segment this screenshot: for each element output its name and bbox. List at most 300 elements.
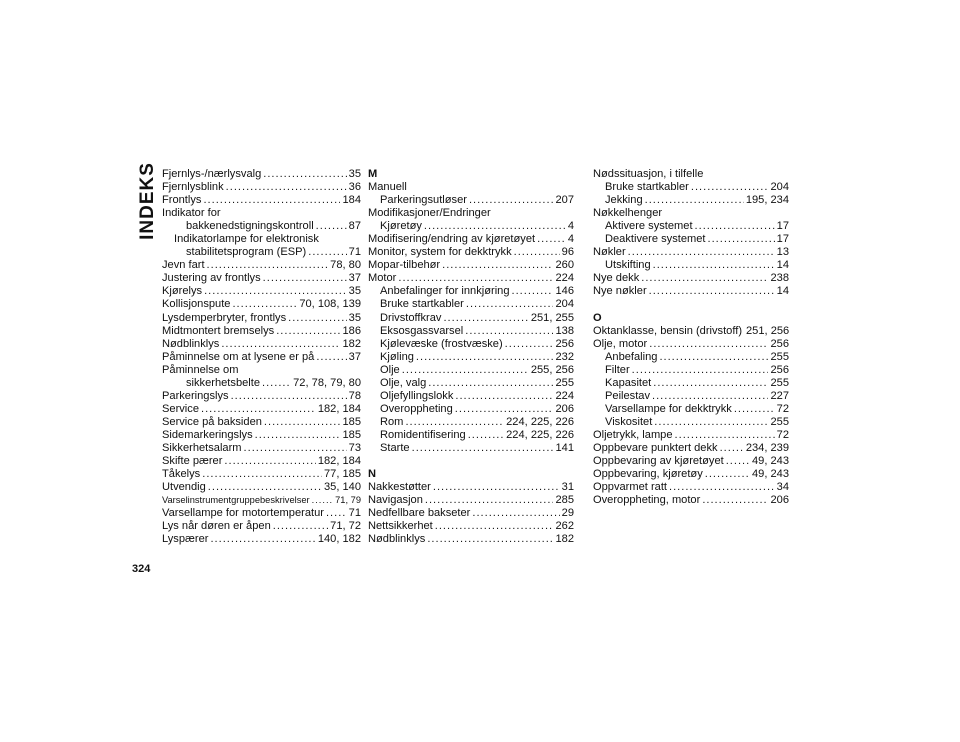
index-entry — [593, 429, 789, 442]
index-entry-pages: 195, 234 — [745, 194, 789, 207]
index-entry — [368, 325, 574, 338]
index-entry-pages: 140, 182 — [317, 533, 361, 546]
index-entry — [162, 181, 361, 194]
index-entry-pages: 185 — [342, 428, 361, 441]
index-entry-term: Frontlys — [162, 194, 202, 207]
index-entry — [593, 364, 789, 377]
dot-leader — [653, 259, 775, 272]
dot-leader — [288, 312, 347, 325]
index-entry — [162, 325, 361, 338]
index-entry — [162, 494, 361, 507]
index-entry-pages: 185 — [342, 415, 361, 428]
index-entry-pages: 255 — [770, 376, 789, 389]
index-entry-term: Indikatorlampe for elektronisk — [174, 233, 319, 246]
index-entry-pages: 72 — [776, 402, 789, 415]
index-entry — [593, 272, 789, 285]
index-entry — [162, 168, 361, 181]
index-entry-term: Nye nøkler — [593, 285, 647, 298]
index-entry — [162, 403, 361, 416]
index-entry-term: Drivstoffkrav — [380, 311, 442, 324]
index-entry-pages: 224, 225, 226 — [506, 428, 574, 441]
index-entry-term: Overoppheting, motor — [593, 494, 701, 507]
index-entry-pages: 256 — [770, 337, 789, 350]
index-entry — [593, 481, 789, 494]
index-entry-pages: 251, 255 — [530, 311, 574, 324]
index-entry — [368, 259, 574, 272]
index-entry-term: Motor — [368, 272, 397, 285]
index-entry-term: Olje, valg — [380, 376, 427, 389]
index-entry-pages: 14 — [776, 285, 789, 298]
index-entry — [368, 220, 574, 233]
dot-leader — [276, 325, 340, 338]
dot-leader — [428, 377, 553, 390]
index-entry-pages: 260 — [555, 259, 574, 272]
index-entry-pages: 224 — [555, 389, 574, 402]
index-entry — [162, 481, 361, 494]
dot-leader — [204, 285, 347, 298]
index-entry-term: Jevn fart — [162, 259, 205, 272]
index-entry-term: Kjøling — [380, 350, 414, 363]
index-entry-term: Modifikasjoner/Endringer — [368, 207, 491, 220]
index-entry-pages: 78 — [348, 389, 361, 402]
index-entry-pages: 255 — [770, 350, 789, 363]
index-entry-pages: 206 — [555, 402, 574, 415]
index-entry — [368, 429, 574, 442]
index-entry — [593, 325, 789, 338]
index-entry — [162, 298, 361, 311]
dot-leader — [443, 312, 528, 325]
index-entry-pages: 138 — [555, 324, 574, 337]
index-entry-term: Skifte pærer — [162, 455, 223, 468]
index-entry-pages: 35, 140 — [323, 481, 361, 494]
index-entry — [162, 507, 361, 520]
dot-leader — [201, 403, 316, 416]
index-entry — [368, 377, 574, 390]
dot-leader — [469, 194, 554, 207]
index-entry-term: Mopar-tilbehør — [368, 259, 441, 272]
dot-leader — [224, 455, 315, 468]
index-entry-term: Nakkestøtter — [368, 481, 431, 494]
index-entry-term: Nøkler — [593, 246, 626, 259]
dot-leader — [402, 364, 529, 377]
dot-leader — [264, 416, 341, 429]
index-entry-pages: 234, 239 — [745, 441, 789, 454]
index-entry-pages: 255 — [555, 376, 574, 389]
index-entry-term: Oppbevaring, kjøretøy — [593, 468, 703, 481]
index-entry-pages: 182, 184 — [317, 402, 361, 415]
index-entry-term: Påminnelse om at lysene er på — [162, 350, 315, 363]
dot-leader — [442, 259, 553, 272]
index-entry-pages: 227 — [770, 389, 789, 402]
index-entry — [162, 468, 361, 481]
dot-leader — [312, 494, 334, 507]
index-entry-term: Kjøretøy — [380, 220, 422, 233]
index-entry-term: Filter — [605, 363, 630, 376]
spacer — [368, 455, 574, 468]
dot-leader — [649, 338, 768, 351]
index-entry-term: Lysdemperbryter, frontlys — [162, 311, 287, 324]
index-entry-term: Deaktivere systemet — [605, 233, 706, 246]
index-entry-pages: 204 — [770, 181, 789, 194]
index-entry-term: Anbefaling — [605, 350, 658, 363]
index-entry — [368, 246, 574, 259]
index-entry-pages: 182 — [555, 533, 574, 546]
dot-leader — [465, 325, 553, 338]
dot-leader — [203, 194, 340, 207]
dot-leader — [708, 233, 775, 246]
index-entry-pages: 78, 80 — [330, 259, 361, 272]
index-entry — [162, 272, 361, 285]
index-entry-pages: 182, 184 — [317, 455, 361, 468]
index-entry-pages: 71 — [348, 507, 361, 520]
index-entry-term: bakkenedstigningskontroll — [186, 220, 314, 233]
index-entry — [368, 520, 574, 533]
index-entry-pages: 72 — [776, 428, 789, 441]
index-entry-pages: 31 — [561, 481, 574, 494]
index-entry-term: Justering av frontlys — [162, 272, 261, 285]
dot-leader — [455, 390, 553, 403]
index-entry-term: Bruke startkabler — [605, 181, 689, 194]
index-entry — [162, 442, 361, 455]
index-entry — [162, 520, 361, 533]
dot-leader — [435, 520, 554, 533]
index-entry-term: Oppbevaring av kjøretøyet — [593, 455, 724, 468]
index-entry-pages: 146 — [555, 285, 574, 298]
dot-leader — [210, 533, 315, 546]
index-entry-term: Utskifting — [605, 259, 651, 272]
index-entry-pages: 4 — [567, 220, 574, 233]
index-entry — [368, 494, 574, 507]
index-entry-term: Utvendig — [162, 481, 206, 494]
index-entry — [593, 390, 789, 403]
dot-leader — [702, 494, 768, 507]
index-entry — [162, 259, 361, 272]
index-entry-term: Oppvarmet ratt — [593, 481, 667, 494]
index-entry-pages: 204 — [555, 298, 574, 311]
index-entry-pages: 141 — [555, 441, 574, 454]
dot-leader — [695, 220, 775, 233]
dot-leader — [649, 285, 775, 298]
index-entry — [593, 194, 789, 207]
index-entry-term: Oljetrykk, lampe — [593, 428, 673, 441]
index-entry — [593, 181, 789, 194]
dot-leader — [514, 246, 560, 259]
index-entry-pages: 73 — [348, 441, 361, 454]
dot-leader — [468, 429, 504, 442]
index-entry-pages: 36 — [348, 181, 361, 194]
index-letter-heading: O — [593, 311, 602, 324]
dot-leader — [262, 377, 291, 390]
dot-leader — [505, 338, 554, 351]
index-entry-term: Varsellampe for motortemperatur — [162, 507, 324, 520]
index-entry-term: Monitor, system for dekktrykk — [368, 246, 512, 259]
index-entry-term: Fjernlys-/nærlysvalg — [162, 168, 262, 180]
index-entry — [368, 272, 574, 285]
page-number: 324 — [132, 563, 151, 575]
index-entry-term: Nødssituasjon, i tilfelle — [593, 168, 704, 180]
dot-leader — [263, 272, 347, 285]
index-entry — [593, 285, 789, 298]
index-entry-term: Eksosgassvarsel — [380, 324, 464, 337]
index-entry-term: Oppbevare punktert dekk — [593, 441, 718, 454]
index-entry-term: Parkeringslys — [162, 389, 229, 402]
index-entry-pages: 17 — [776, 220, 789, 233]
spacer — [593, 298, 789, 311]
dot-leader — [734, 403, 775, 416]
index-entry — [593, 338, 789, 351]
index-entry-term: Midtmontert bremselys — [162, 324, 275, 337]
dot-leader — [412, 442, 554, 455]
index-entry — [162, 220, 361, 233]
index-entry — [368, 507, 574, 520]
dot-leader — [244, 442, 347, 455]
index-entry — [593, 207, 789, 220]
dot-leader — [424, 220, 566, 233]
index-entry-term: Nødblinklys — [368, 533, 426, 546]
index-entry — [593, 259, 789, 272]
index-entry-term: Sidemarkeringslys — [162, 428, 253, 441]
index-entry-term: Aktivere systemet — [605, 220, 693, 233]
index-entry-term: sikkerhetsbelte — [186, 376, 260, 389]
index-entry-term: Service på baksiden — [162, 415, 262, 428]
index-entry — [162, 351, 361, 364]
index-entry — [368, 233, 574, 246]
index-entry-pages: 49, 243 — [751, 455, 789, 468]
index-column-1 — [162, 168, 361, 546]
index-entry-pages: 285 — [555, 494, 574, 507]
index-entry-term: Rom — [380, 415, 404, 428]
index-entry — [162, 194, 361, 207]
index-entry — [368, 403, 574, 416]
index-entry-pages: 71, 79 — [335, 495, 361, 506]
dot-leader — [425, 494, 554, 507]
dot-leader — [316, 351, 346, 364]
index-entry — [162, 233, 361, 246]
dot-leader — [326, 507, 347, 520]
dot-leader — [231, 390, 347, 403]
dot-leader — [720, 442, 744, 455]
dot-leader — [632, 364, 769, 377]
index-entry-term: Peilestav — [605, 389, 651, 402]
index-entry-term: Viskositet — [605, 415, 653, 428]
index-entry-term: Romidentifisering — [380, 428, 466, 441]
index-entry — [593, 442, 789, 455]
index-entry-pages: 4 — [567, 233, 574, 246]
index-entry — [368, 390, 574, 403]
index-entry-pages: 14 — [776, 259, 789, 272]
index-entry-term: Oljefyllingslokk — [380, 389, 454, 402]
dot-leader — [472, 507, 559, 520]
index-entry — [162, 338, 361, 351]
index-letter-heading: N — [368, 468, 377, 481]
dot-leader — [405, 416, 504, 429]
index-entry — [368, 533, 574, 546]
index-entry-term: Manuell — [368, 181, 407, 194]
index-entry — [368, 338, 574, 351]
dot-leader — [512, 285, 554, 298]
index-entry — [593, 403, 789, 416]
index-entry-pages: 186 — [342, 324, 361, 337]
index-entry — [593, 494, 789, 507]
index-entry-pages: 17 — [776, 233, 789, 246]
index-entry-pages: 96 — [561, 246, 574, 259]
dot-leader — [641, 272, 768, 285]
dot-leader — [669, 481, 775, 494]
dot-leader — [652, 390, 768, 403]
index-entry-term: Sikkerhetsalarm — [162, 441, 242, 454]
index-entry — [162, 455, 361, 468]
dot-leader — [232, 298, 297, 311]
dot-leader — [645, 194, 744, 207]
index-entry-pages: 224 — [555, 272, 574, 285]
dot-leader — [207, 259, 329, 272]
index-entry-pages: 13 — [776, 246, 789, 259]
index-entry-pages: 35 — [348, 285, 361, 298]
index-entry — [162, 285, 361, 298]
index-entry-term: Kjørelys — [162, 285, 203, 298]
index-entry-pages: 207 — [555, 194, 574, 207]
index-entry — [162, 312, 361, 325]
dot-leader — [263, 168, 346, 181]
index-entry — [593, 351, 789, 364]
index-entry — [593, 377, 789, 390]
dot-leader — [208, 481, 322, 494]
index-entry-term: Kapasitet — [605, 376, 652, 389]
dot-leader — [273, 520, 328, 533]
index-entry — [593, 220, 789, 233]
index-entry — [368, 298, 574, 311]
index-entry-term: stabilitetsprogram (ESP) — [186, 246, 307, 259]
index-entry — [162, 246, 361, 259]
index-entry-term: Nødblinklys — [162, 337, 220, 350]
index-entry — [593, 233, 789, 246]
index-entry — [368, 351, 574, 364]
index-entry-pages: 251, 256 — [746, 324, 790, 337]
index-entry-term: Nøkkelhenger — [593, 207, 663, 220]
index-entry — [162, 390, 361, 403]
index-entry-pages: 87 — [348, 220, 361, 233]
index-entry — [368, 194, 574, 207]
index-entry-pages: 255 — [770, 415, 789, 428]
index-entry — [593, 455, 789, 468]
index-entry-term: Bruke startkabler — [380, 298, 464, 311]
index-entry-term: Olje — [380, 363, 400, 376]
dot-leader — [628, 246, 775, 259]
index-entry-pages: 182 — [342, 337, 361, 350]
index-entry — [368, 207, 574, 220]
index-entry-term: Olje, motor — [593, 337, 648, 350]
index-entry-pages: 70, 108, 139 — [299, 298, 361, 311]
index-entry-term: Overoppheting — [380, 402, 453, 415]
dot-leader — [433, 481, 560, 494]
index-entry-pages: 34 — [776, 481, 789, 494]
index-entry — [368, 416, 574, 429]
index-entry-term: Jekking — [605, 194, 643, 207]
index-entry-term: Lys når døren er åpen — [162, 520, 271, 533]
index-entry-term: Kjølevæske (frostvæske) — [380, 337, 503, 350]
index-entry — [162, 377, 361, 390]
index-entry-pages: 238 — [770, 272, 789, 285]
dot-leader — [308, 246, 346, 259]
index-entry-term: Service — [162, 402, 199, 415]
index-entry-term: Lyspærer — [162, 533, 209, 546]
index-entry — [162, 364, 361, 377]
dot-leader — [221, 338, 340, 351]
section-title-text: INDEKS — [137, 162, 158, 240]
dot-leader — [255, 429, 341, 442]
index-entry — [368, 181, 574, 194]
index-entry-pages: 262 — [555, 520, 574, 533]
index-column-3 — [593, 168, 789, 507]
index-entry — [593, 246, 789, 259]
dot-leader — [316, 220, 347, 233]
index-entry-pages: 255, 256 — [530, 363, 574, 376]
dot-leader — [659, 351, 768, 364]
dot-leader — [653, 377, 768, 390]
dot-leader — [537, 233, 566, 246]
index-entry-pages: 232 — [555, 350, 574, 363]
dot-leader — [466, 298, 554, 311]
index-entry-term: Påminnelse om — [162, 363, 239, 376]
index-entry-term: Nye dekk — [593, 272, 640, 285]
index-entry-term: Nettsikkerhet — [368, 520, 433, 533]
dot-leader — [398, 272, 553, 285]
dot-leader — [226, 181, 347, 194]
index-entry-pages: 37 — [348, 350, 361, 363]
index-entry-term: Nedfellbare bakseter — [368, 507, 471, 520]
index-entry-pages: 224, 225, 226 — [506, 415, 574, 428]
index-entry — [162, 429, 361, 442]
dot-leader — [691, 181, 769, 194]
index-entry-pages: 206 — [770, 494, 789, 507]
index-entry-term: Starte — [380, 441, 410, 454]
index-entry-pages: 37 — [348, 272, 361, 285]
index-entry-pages: 77, 185 — [323, 468, 361, 481]
index-entry-pages: 35 — [348, 168, 361, 180]
index-entry — [368, 442, 574, 455]
dot-leader — [427, 533, 553, 546]
index-entry-term: Oktanklasse, bensin (drivstoff) — [593, 324, 743, 337]
index-entry — [368, 312, 574, 325]
index-entry-term: Fjernlysblink — [162, 181, 224, 194]
index-entry-term: Anbefalinger for innkjøring — [380, 285, 510, 298]
index-entry-term: Varsellampe for dekktrykk — [605, 402, 732, 415]
index-entry-pages: 49, 243 — [751, 468, 789, 481]
index-entry-term: Kollisjonspute — [162, 298, 231, 311]
index-entry-term: Tåkelys — [162, 468, 201, 481]
index-entry — [162, 416, 361, 429]
index-entry-term: Navigasjon — [368, 494, 423, 507]
index-entry-pages: 184 — [342, 194, 361, 207]
dot-leader — [416, 351, 554, 364]
index-entry-term: Indikator for — [162, 207, 221, 220]
index-letter-heading: M — [368, 168, 378, 180]
index-column-2 — [368, 168, 574, 546]
index-entry — [368, 364, 574, 377]
dot-leader — [675, 429, 775, 442]
index-entry-pages: 71 — [348, 246, 361, 259]
index-entry — [593, 168, 789, 181]
dot-leader — [455, 403, 554, 416]
index-entry — [593, 416, 789, 429]
index-entry-pages: 35 — [348, 311, 361, 324]
index-entry-pages: 29 — [561, 507, 574, 520]
index-entry-term: Modifisering/endring av kjøretøyet — [368, 233, 536, 246]
index-entry-term: Varselinstrumentgruppebeskrivelser — [162, 495, 310, 506]
index-entry-pages: 72, 78, 79, 80 — [293, 376, 361, 389]
index-entry — [162, 533, 361, 546]
index-entry-term: Parkeringsutløser — [380, 194, 467, 207]
